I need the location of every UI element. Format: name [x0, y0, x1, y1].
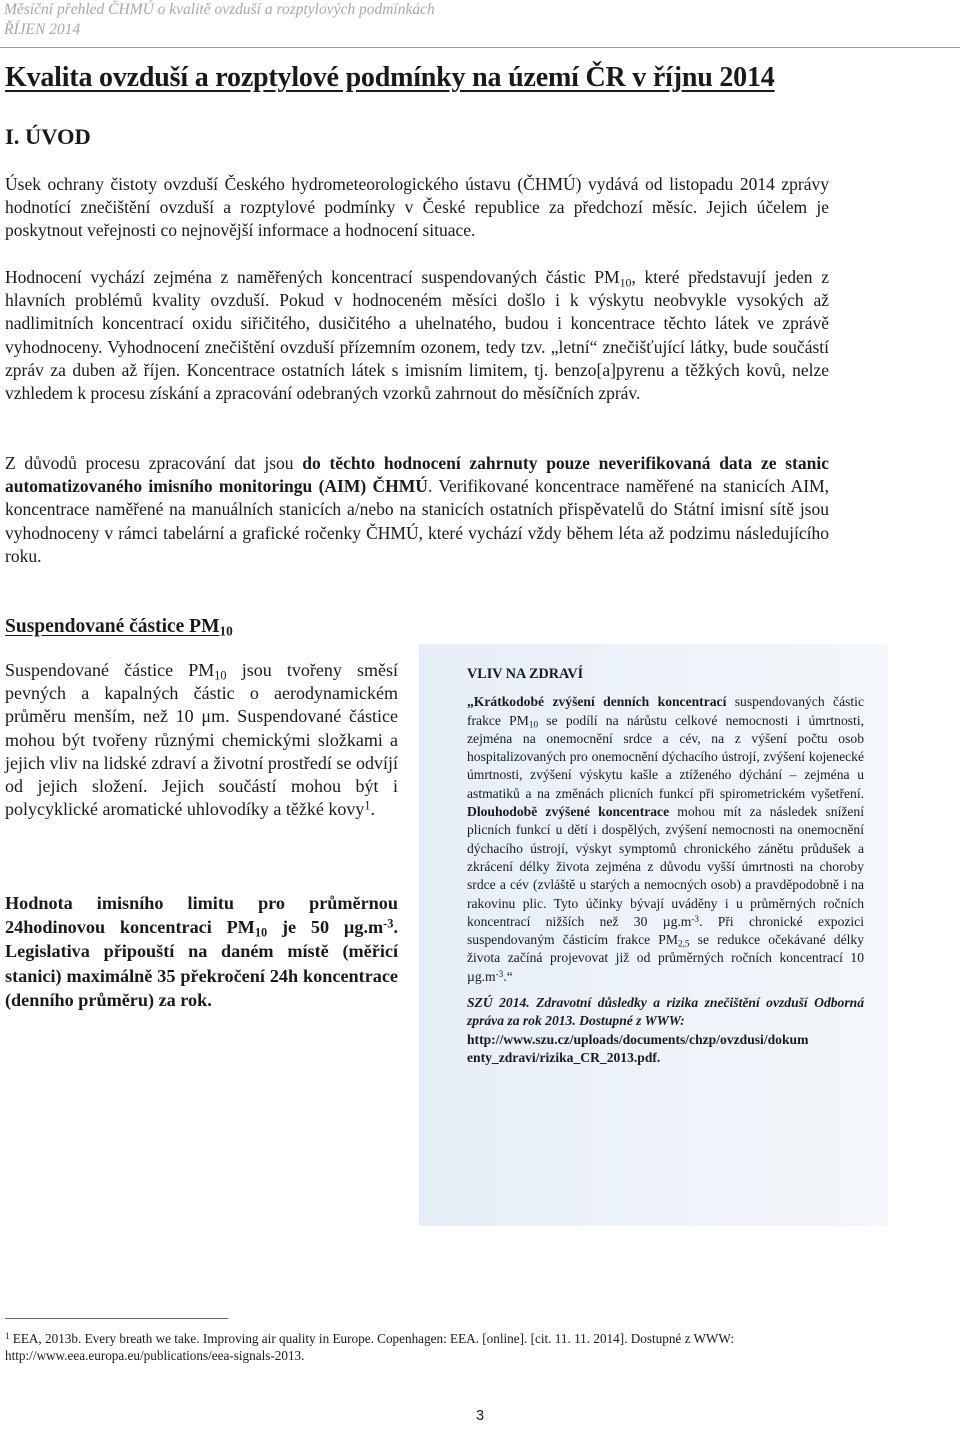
- text-run: Suspendované částice PM: [5, 660, 215, 680]
- subscript: 2,5: [677, 938, 690, 949]
- emphasis-text: do těchto hodnocení zahrnuty pouze neverifikovaná data ze stanic automatizovaného imisního monitoringu (AIM) ČHMÚ: [5, 453, 829, 497]
- footnote-text: EEA, 2013b. Every breath we take. Improving air quality in Europe. Copenhagen: EEA. [online]. [cit. 11. 11. 2014]. Dostupné z WWW: http://www.eea.europa.eu/publications/eea-signals-2013.: [5, 1331, 734, 1363]
- text-run: Suspendované částice PM: [5, 616, 220, 637]
- box-title: VLIV NA ZDRAVÍ: [467, 666, 584, 682]
- text-run: . Legislativa připouští na daném místě (měřicí stanici) maximálně 35 překročení 24h koncentrace (denního průměru) za rok.: [5, 917, 398, 1010]
- text-run: Hodnota imisního limitu pro průměrnou 24hodinovou koncentraci PM: [5, 893, 398, 938]
- superscript: -3: [495, 968, 504, 979]
- box-body: [467, 693, 864, 986]
- pm10-description: [5, 659, 398, 821]
- footnote-reference[interactable]: 1: [364, 798, 371, 813]
- pm10-heading: [5, 616, 233, 638]
- text-run: , které představují jeden z hlavních problémů kvality ovzduší. Pokud v hodnoceném měsíci došlo i k výskytu neobvykle vysokých až nadlimitních koncentrací oxidu siřičitého, dusičitého a uhelnatého, budou i koncentrace těchto látek ve zprávě vyhodnoceny. Vyhodnocení znečištění ovzduší přízemním ozonem, tedy tzv. „letní“ znečišťující látky, bude součástí zpráv za duben až říjen. Koncentrace ostatních látek s imisním limitem, tj. benzo[a]pyrenu a těžkých kovů, nelze vzhledem k procesu získání a zpracování odebraných vzorků zahrnout do měsíčních zpráv.: [5, 267, 829, 404]
- text-run: se podílí na nárůstu celkové nemocnosti i úmrtnosti, zejména na onemocnění srdce a cév, na z výšení počtu osob hospitalizovaných pro onemocnění dýchacího ústrojí, zvýšení kojenecké úmrtnosti, zvýšení výskytu kašle a ztíženého dýchání – zejména u astmatiků a na změnách plicních funkcí při spirometrickém vyšetření.: [467, 712, 864, 801]
- subscript: 10: [219, 623, 233, 639]
- text-run: je 50 µg.m: [267, 917, 384, 938]
- subscript: 10: [619, 275, 632, 290]
- subscript: 10: [528, 719, 539, 730]
- box-source: [467, 994, 864, 1067]
- text-run: suspendovaných částic frakce PM: [467, 694, 864, 728]
- health-impact-content: [467, 665, 864, 1067]
- subscript: 10: [254, 925, 268, 940]
- page-number: 3: [475, 1408, 485, 1424]
- footnote: [5, 1330, 885, 1364]
- subscript: 10: [214, 668, 227, 683]
- text-run: mohou mít za následek snížení plicních funkcí u dětí i dospělých, zvýšení nemocnosti na onemocnění dýchacího ústrojí, výskyt symptomů chronického zánětu průdušek a zkrácení délky života zejména z důvodu vyšší úmrtnosti na choroby srdce a cév (zvláště u starých a nemocných osob) a pravděpodobně i na rakovinu plic. Tyto účinky bývají uváděny i u průměrných ročních koncentrací nižších než 30 µg.m: [467, 804, 864, 929]
- header-month: ŘÍJEN 2014: [4, 21, 81, 38]
- superscript: -3: [383, 916, 394, 931]
- text-run: .: [370, 799, 376, 820]
- health-impact-box: [419, 644, 888, 1226]
- intro-paragraph: Úsek ochrany čistoty ovzduší Českého hydrometeorologického ústavu (ČHMÚ) vydává od listopadu 2014 zprávy hodnotící znečištění ovzduší a rozptylové podmínky v České republice za předchozí měsíc. Jejich účelem je poskytnout veřejnosti co nejnovější informace a hodnocení situace.: [5, 174, 829, 241]
- text-run: jsou tvořeny směsí pevných a kapalných částic o aerodynamickém průměru menším, než 10 μm. Suspendované částice mohou být tvořeny různými chemickými složkami a jejich vliv na lidské zdraví a životní prostředí se odvíjí od jejich složení. Jejich součástí mohou být i polycyklické aromatické uhlovodíky a těžké kovy: [5, 660, 399, 820]
- text-run: Hodnocení vychází zejména z naměřených koncentrací suspendovaných částic PM: [5, 267, 620, 287]
- header-divider: [0, 47, 960, 48]
- running-header: [4, 0, 435, 40]
- page-title: Kvalita ovzduší a rozptylové podmínky na území ČR v říjnu 2014: [5, 62, 775, 93]
- footnote-divider: [5, 1318, 228, 1319]
- evaluation-paragraph: [5, 266, 829, 405]
- header-report-title: Měsíční přehled ČHMÚ o kvalitě ovzduší a rozptylových podmínkách: [4, 1, 435, 18]
- footnote-number: 1: [5, 1330, 10, 1341]
- text-run: . Verifikované koncentrace naměřené na stanicích AIM, koncentrace naměřené na manuálních stanicích a/nebo na stanicích ostatních přispěvatelů do Státní imisní sítě jsou vyhodnoceny v rámci tabelární a grafické ročenky ČHMÚ, které vychází vždy během léta až podzimu následujícího roku.: [5, 476, 830, 566]
- superscript: -3: [691, 913, 700, 924]
- emphasis-text: „Krátkodobé zvýšení denních koncentrací: [467, 694, 727, 710]
- text-run: Z důvodů procesu zpracování dat jsou: [5, 453, 303, 473]
- source-citation: SZÚ 2014. Zdravotní důsledky a rizika znečištění ovzduší Odborná zpráva za rok 2013. Dostupné z WWW:: [467, 995, 864, 1029]
- section-heading: I. ÚVOD: [5, 124, 91, 149]
- limit-value-statement: [5, 891, 398, 1012]
- data-source-paragraph: [5, 452, 829, 568]
- text-run: se redukce očekávané délky života začíná projevovat již od průměrných ročních koncentrací 10 µg.m: [467, 932, 865, 984]
- emphasis-text: Dlouhodobě zvýšené koncentrace: [467, 804, 670, 820]
- text-run: . Při chronické expozici suspendovaným částicím frakce PM: [467, 913, 864, 948]
- source-link[interactable]: http://www.szu.cz/uploads/documents/chzp/ovzdusi/dokum enty_zdravi/rizika_CR_2013.pdf.: [467, 1031, 809, 1065]
- text-run: .“: [503, 968, 513, 984]
